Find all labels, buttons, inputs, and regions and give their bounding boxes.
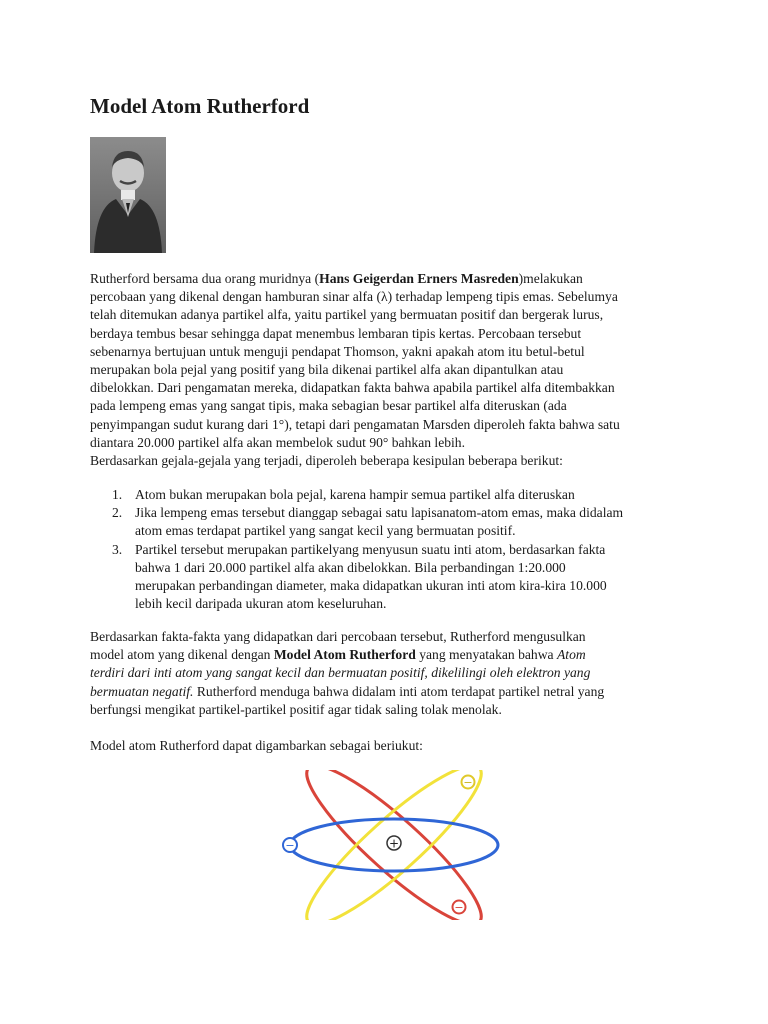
intro-text: Rutherford bersama dua orang muridnya ( [90,271,320,286]
model-name: Model Atom Rutherford [273,647,416,663]
electron-blue-left [283,838,297,852]
intro-line: pada lempeng emas yang sangat tipis, maka sebagian besar partikel alfa diteruskan (ada [90,398,567,414]
list-line: atom emas terdapat partikel yang sangat kecil yang bermuatan positif. [135,523,516,539]
portrait-photo [90,137,166,253]
intro-line: merupakan bola pejal yang positif yang bila dikenai partikel alfa akan dipantulkan atau [90,362,564,378]
conclusion-text: Rutherford menduga bahwa didalam inti atom terdapat partikel netral yang [193,683,605,699]
intro-line: telah ditemukan adanya partikel alfa, yaitu partikel yang bermuatan positif dan bergerak lurus, [90,307,604,323]
intro-line: penyimpangan sudut kurang dari 1°), tetapi dari pengamatan Marsden diperoleh fakta bahwa satu [90,416,620,432]
definition-text: bermuatan negatif. [90,683,194,699]
list-number: 1. [112,487,123,502]
caption-text: Model atom Rutherford dapat digambarkan sebagai beriukut: [90,738,423,753]
intro-line: dibelokkan. Dari pengamatan mereka, didapatkan fakta bahwa apabila partikel alfa ditembakkan [90,380,615,396]
list-line: Partikel tersebut merupakan partikelyang menyusun suatu inti atom, berdasarkan fakta [135,541,606,557]
svg-text:−: − [463,776,473,789]
conclusion-line: Berdasarkan fakta-fakta yang didapatkan dari percobaan tersebut, Rutherford mengusulkan [90,629,586,644]
conclusion-line: berfungsi mengikat partikel-partikel positif agar tidak saling tolak menolak. [90,701,502,717]
definition-text: Atom [556,647,586,663]
rutherford-portrait-icon [90,137,166,253]
conclusion-text: yang menyatakan bahwa [415,647,557,663]
conclusion-text: model atom yang dikenal dengan [90,647,274,663]
page-title: Model Atom Rutherford [90,94,310,118]
electron-red-bottom [453,901,466,915]
intro-line: percobaan yang dikenal dengan hamburan sinar alfa (λ) terhadap lempeng tipis emas. Sebelumya [90,289,618,305]
electron-yellow-top [462,776,475,790]
svg-text:−: − [454,901,464,914]
list-number: 2. [112,505,123,521]
list-line: merupakan perbandingan diameter, maka didapatkan ukuran inti atom kira-kira 10.000 [135,578,607,594]
list-item [90,541,690,614]
intro-line: sebenarnya bertujuan untuk menguji pendapat Thomson, yakni apakah atom itu betul-betul [90,343,585,359]
nucleus-symbol: + [388,836,400,851]
intro-text: )melakukan [518,271,583,286]
list-line: Atom bukan merupakan bola pejal, karena hampir semua partikel alfa diteruskan [135,487,575,502]
definition-text: terdiri dari inti atom yang sangat kecil dan bermuatan positif, dikelilingi oleh elektron yang [90,665,591,681]
diagram-caption [90,737,690,755]
list-number: 3. [112,541,123,557]
list-line: Jika lempeng emas tersebut dianggap sebagai satu lapisanatom-atom emas, maka didalam [135,505,624,521]
students-names: Hans Geigerdan Erners Masreden [319,271,519,286]
svg-text:−: − [285,839,295,852]
list-line: lebih kecil daripada ukuran atom keseluruhan. [135,596,387,612]
atom-model-icon [282,770,512,920]
intro-line: berdaya tembus besar sehingga dapat menembus lembaran tipis kertas. Percobaan tersebut [90,325,582,341]
list-item [90,504,690,540]
conclusions-list [90,486,690,613]
intro-line: Berdasarkan gejala-gejala yang terjadi, diperoleh beberapa kesipulan beberapa berikut: [90,453,563,469]
rutherford-atom-diagram [282,770,512,920]
list-item [90,486,690,504]
conclusion-paragraph [90,628,690,719]
list-line: bahwa 1 dari 20.000 partikel alfa akan dibelokkan. Bila perbandingan 1:20.000 [135,559,566,575]
intro-line: diantara 20.000 partikel alfa akan membelok sudut 90° bahkan lebih. [90,434,465,450]
intro-paragraph [90,270,685,470]
